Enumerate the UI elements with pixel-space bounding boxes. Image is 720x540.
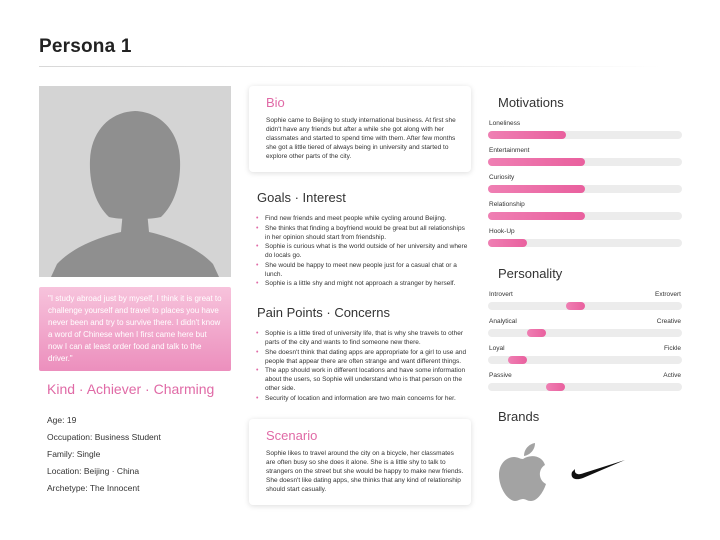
scenario-title: Scenario xyxy=(266,428,318,443)
motivation-label: Hook-Up xyxy=(489,228,515,235)
slider-knob xyxy=(546,383,565,391)
persona-traits: Kind · Achiever · Charming xyxy=(47,381,215,397)
apple-logo-icon xyxy=(497,443,549,503)
list-item: • Sophie is a little shy and might not approach a stranger by herself. xyxy=(256,279,470,288)
slider-right-label: Extrovert xyxy=(654,291,681,298)
pain-points-list xyxy=(256,329,472,403)
slider-left-label: Loyal xyxy=(489,345,505,352)
list-item: • Find new friends and meet people while cycling around Beijing. xyxy=(256,214,470,223)
slider-track xyxy=(488,383,682,391)
motivation-label: Entertainment xyxy=(489,147,530,154)
list-item: • She doesn't think that dating apps are appropriate for a girl to use and people that appear there are often strange and want different things. xyxy=(256,348,472,366)
bio-title: Bio xyxy=(266,95,285,110)
slider-right-label: Creative xyxy=(656,318,681,325)
list-item: • Sophie is a little tired of university life, that is why she travels to other parts of the city and wants to find someone new there. xyxy=(256,329,472,347)
page-title: Persona 1 xyxy=(39,36,132,57)
slider-knob xyxy=(527,329,546,337)
slider-track xyxy=(488,356,682,364)
list-item: • Sophie is curious what is the world outside of her university and where do locals go. xyxy=(256,242,470,260)
nike-logo-icon xyxy=(571,459,625,481)
motivation-track xyxy=(488,212,682,220)
slider-knob xyxy=(566,302,585,310)
persona-info xyxy=(47,414,161,499)
motivation-bar-relationship xyxy=(488,201,682,221)
slider-right-label: Active xyxy=(663,372,681,379)
title-divider xyxy=(39,66,661,67)
motivations-title: Motivations xyxy=(498,95,564,110)
motivation-track xyxy=(488,158,682,166)
personality-slider-introvert-extrovert xyxy=(488,291,682,321)
motivation-label: Relationship xyxy=(489,201,525,208)
motivation-fill xyxy=(488,212,585,220)
list-item: • Security of location and information are two main concerns for her. xyxy=(256,394,472,403)
scenario-card xyxy=(249,419,471,505)
persona-quote: "I study abroad just by myself, I think it is great to challenge yourself and travel to places you have never been and try to survive there. I didn't know a word of Chinese when I first came here but now I can at least order food and talk to the driver." xyxy=(48,294,222,363)
list-item: • The app should work in different locations and have some information about the users, so Sophie will understand who is that person on the other side. xyxy=(256,366,472,393)
motivation-bar-entertainment xyxy=(488,147,682,167)
motivation-track xyxy=(488,131,682,139)
list-item: • She thinks that finding a boyfriend would be great but all relationships in her opinion should start from friendship. xyxy=(256,224,470,242)
slider-right-label: Fickle xyxy=(664,345,681,352)
slider-left-label: Analytical xyxy=(489,318,517,325)
list-item: • She would be happy to meet new people just for a casual chat or a lunch. xyxy=(256,261,470,279)
personality-slider-passive-active xyxy=(488,372,682,402)
scenario-text: Sophie likes to travel around the city on a bicycle, her classmates are often busy so she does it alone. She is a little shy to talk to strangers on the street but she would be happy to make new friends. She doesn't like dating apps, she thinks that any kind of relationship should start casually. xyxy=(266,450,464,493)
persona-photo xyxy=(39,86,231,277)
motivation-fill xyxy=(488,239,527,247)
motivation-fill xyxy=(488,131,566,139)
personality-title: Personality xyxy=(498,266,563,281)
quote-box xyxy=(39,287,231,371)
info-location: Location: Beijing · China xyxy=(47,466,140,476)
motivation-track xyxy=(488,185,682,193)
info-age: Age: 19 xyxy=(47,415,77,425)
motivation-fill xyxy=(488,158,585,166)
user-silhouette-icon xyxy=(39,86,231,277)
pain-points-title: Pain Points · Concerns xyxy=(257,305,390,320)
info-family: Family: Single xyxy=(47,449,101,459)
motivation-bar-curiosity xyxy=(488,174,682,194)
personality-slider-analytical-creative xyxy=(488,318,682,348)
bio-text: Sophie came to Beijing to study international business. At first she didn't have any friends but after a while she got along with her classmates and started to spend time with them. After few months she got a little tiered of always being in university and started to explore other parts of the city. xyxy=(266,117,456,160)
goals-title: Goals · Interest xyxy=(257,190,346,205)
slider-track xyxy=(488,329,682,337)
info-archetype: Archetype: The Innocent xyxy=(47,483,140,493)
motivation-track xyxy=(488,239,682,247)
motivation-bar-loneliness xyxy=(488,120,682,140)
motivation-fill xyxy=(488,185,585,193)
slider-knob xyxy=(508,356,527,364)
slider-track xyxy=(488,302,682,310)
bio-card xyxy=(249,86,471,172)
info-occupation: Occupation: Business Student xyxy=(47,432,161,442)
goals-list xyxy=(256,214,470,289)
motivation-label: Curiosity xyxy=(489,174,515,181)
motivation-bar-hook-up xyxy=(488,228,682,248)
brands-title: Brands xyxy=(498,409,540,424)
slider-left-label: Introvert xyxy=(489,291,513,298)
slider-left-label: Passive xyxy=(489,372,512,379)
personality-slider-loyal-fickle xyxy=(488,345,682,375)
motivation-label: Loneliness xyxy=(489,120,521,127)
